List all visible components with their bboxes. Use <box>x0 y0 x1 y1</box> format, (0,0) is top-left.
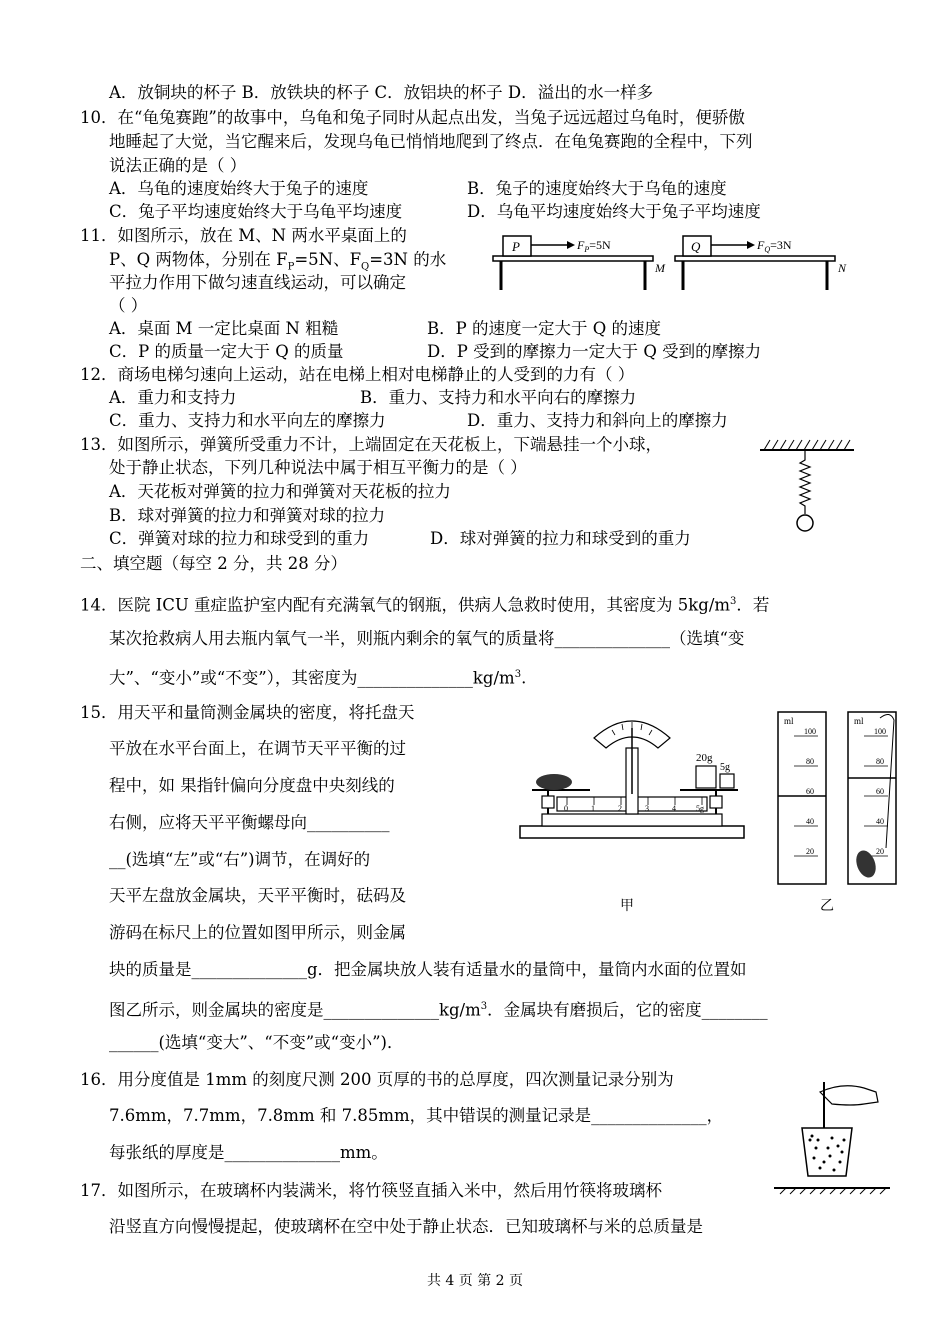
svg-text:20: 20 <box>806 847 814 856</box>
q10-option-d: D．乌龟平均速度始终大于兔子平均速度 <box>467 202 761 221</box>
q12-option-a: A．重力和支持力 <box>109 388 237 407</box>
svg-text:3: 3 <box>645 804 649 813</box>
spring <box>800 450 810 514</box>
force-q-label: $F_Q=3N$ <box>757 238 792 254</box>
q17-line1: 17．如图所示，在玻璃杯内装满米，将竹筷竖直插入米中，然后用竹筷将玻璃杯 <box>80 1181 662 1200</box>
svg-text:100: 100 <box>804 727 816 736</box>
q10-stem-line3: 说法正确的是（ ） <box>109 156 247 175</box>
q17-rice-cup-figure <box>772 1078 892 1196</box>
q9-options: A．放铜块的杯子 B．放铁块的杯子 C．放铝块的杯子 D．溢出的水一样多 <box>109 83 654 102</box>
q11-option-a: A．桌面 M 一定比桌面 N 粗糙 <box>109 319 339 338</box>
q11-option-d: D．P 受到的摩擦力一定大于 Q 受到的摩擦力 <box>427 342 762 361</box>
section-2-title: 二、填空题（每空 2 分，共 28 分） <box>80 554 347 573</box>
label-jia: 甲 <box>620 899 634 913</box>
q13-stem-line2: 处于静止状态，下列几种说法中属于相互平衡力的是（ ） <box>109 458 527 477</box>
metal-block <box>536 774 572 790</box>
glass-cup <box>802 1128 852 1176</box>
q12-option-c: C．重力、支持力和水平向左的摩擦力 <box>109 411 386 430</box>
q14-line2: 某次抢救病人用去瓶内氧气一半，则瓶内剩余的氧气的质量将______________（选填“变 <box>109 629 745 648</box>
q11-option-c: C．P 的质量一定大于 Q 的质量 <box>109 342 344 361</box>
force-p-label: $F_P=5N$ <box>577 238 611 254</box>
svg-text:80: 80 <box>806 757 814 766</box>
weight-20g-label: 20g <box>696 752 713 764</box>
q10-option-a: A．乌龟的速度始终大于兔子的速度 <box>109 179 369 198</box>
weight-5g-label: 5g <box>720 762 730 773</box>
q13-option-b: B．球对弹簧的拉力和弹簧对球的拉力 <box>109 506 386 525</box>
q15-balance-figure <box>512 708 752 913</box>
ceiling-hatch <box>764 440 850 450</box>
q15-line4: 右侧，应将天平平衡螺母向__________ <box>109 813 390 832</box>
svg-text:20: 20 <box>876 847 884 856</box>
q16-line1: 16．用分度值是 1mm 的刻度尺测 200 页厚的书的总厚度，四次测量记录分别为 <box>80 1070 674 1089</box>
ball <box>797 515 813 531</box>
weight-5g <box>720 774 734 788</box>
q10-stem-line2: 地睡起了大觉，当它醒来后，发现乌龟已悄悄地爬到了终点．在龟兔赛跑的全程中，下列 <box>109 132 753 151</box>
q12-option-b: B．重力、支持力和水平向右的摩擦力 <box>360 388 637 407</box>
label-yi: 乙 <box>820 899 834 913</box>
q12-option-d: D．重力、支持力和斜向上的摩擦力 <box>467 411 728 430</box>
svg-text:100: 100 <box>874 727 886 736</box>
cylinder-left-unit: ml <box>784 716 794 726</box>
svg-text:4: 4 <box>672 804 676 813</box>
q15-line1: 15．用天平和量筒测金属块的密度，将托盘天 <box>80 703 415 722</box>
q17-line2: 沿竖直方向慢慢提起，使玻璃杯在空中处于静止状态．已知玻璃杯与米的总质量是 <box>109 1217 703 1236</box>
q10-option-c: C．兔子平均速度始终大于乌龟平均速度 <box>109 202 403 221</box>
svg-text:2: 2 <box>618 804 622 813</box>
svg-text:1: 1 <box>591 804 595 813</box>
block-q-label: Q <box>691 239 701 254</box>
q11-stem-line1: 11．如图所示，放在 M、N 两水平桌面上的 <box>80 226 407 245</box>
q15-line10: ______(选填“变大”、“不变”或“变小”)． <box>109 1033 404 1052</box>
q15-line7: 游码在标尺上的位置如图甲所示，则金属 <box>109 923 406 942</box>
right-balance-nut <box>710 796 722 808</box>
q15-line9: 图乙所示，则金属块的密度是$\_\_\_\_\_\_\_\_\_\_\_\_\_\_kg/m^3$．金属块有磨损后，它的密度________ <box>109 1000 768 1020</box>
table-n-label: N <box>838 261 847 275</box>
weight-20g <box>696 766 716 788</box>
q10-option-b: B．兔子的速度始终大于乌龟的速度 <box>467 179 727 198</box>
q13-option-d: D．球对弹簧的拉力和球受到的重力 <box>430 529 691 548</box>
q15-line6: 天平左盘放金属块，天平平衡时，砝码及 <box>109 886 406 905</box>
cylinder-left <box>778 712 826 884</box>
q15-line5: __(选填“左”或“右”)调节，在调好的 <box>109 850 371 869</box>
q13-stem-line1: 13．如图所示，弹簧所受重力不计，上端固定在天花板上，下端悬挂一个小球， <box>80 435 662 454</box>
q13-spring-figure <box>758 438 858 538</box>
balance-beam-frame <box>542 814 722 826</box>
q15-line2: 平放在水平台面上，在调节天平平衡的过 <box>109 739 406 758</box>
q11-stem-line4: （ ） <box>109 296 148 315</box>
q15-line8: 块的质量是______________g．把金属块放人装有适量水的量筒中，量筒内水面的位置如 <box>109 960 747 979</box>
cylinder-right-unit: ml <box>854 716 864 726</box>
q14-line1: 14．医院 ICU 重症监护室内配有充满氧气的钢瓶，供病人急救时使用，其密度为 $5kg/m^3$．若 <box>80 595 770 615</box>
table-m-label: M <box>655 261 665 275</box>
q16-line3: 每张纸的厚度是______________mm。 <box>109 1143 388 1162</box>
balance-base <box>520 826 744 838</box>
svg-text:0: 0 <box>564 804 568 813</box>
q13-option-c: C．弹簧对球的拉力和球受到的重力 <box>109 529 370 548</box>
q11-tables-figure <box>483 228 858 298</box>
q11-option-b: B．P 的速度一定大于 Q 的速度 <box>427 319 661 338</box>
block-p-label: P <box>512 239 520 254</box>
svg-text:5g: 5g <box>696 804 704 813</box>
q13-option-a: A．天花板对弹簧的拉力和弹簧对天花板的拉力 <box>109 482 451 501</box>
svg-text:40: 40 <box>806 817 814 826</box>
q14-line3: 大”、“变小”或“不变”），其密度为$\_\_\_\_\_\_\_\_\_\_\_\_\_\_kg/m^3$. <box>109 668 527 688</box>
svg-text:60: 60 <box>806 787 814 796</box>
svg-text:80: 80 <box>876 757 884 766</box>
left-balance-nut <box>542 796 554 808</box>
svg-text:60: 60 <box>876 787 884 796</box>
q10-stem-line1: 10．在“龟兔赛跑”的故事中，乌龟和兔子同时从起点出发，当兔子远远超过乌龟时，便骄傲 <box>80 108 745 127</box>
page-footer: 共 4 页 第 2 页 <box>426 1273 524 1289</box>
q12-stem: 12．商场电梯匀速向上运动，站在电梯上相对电梯静止的人受到的力有（ ） <box>80 365 635 384</box>
svg-text:40: 40 <box>876 817 884 826</box>
q11-stem-line3: 平拉力作用下做匀速直线运动，可以确定 <box>109 273 406 292</box>
q11-stem-line2: P、Q 两物体，分别在 $F_P=5N$、$F_Q=3N$ 的水 <box>109 250 447 273</box>
q15-line3: 程中，如 果指针偏向分度盘中央刻线的 <box>109 776 395 795</box>
q16-line2: 7.6mm，7.7mm，7.8mm 和 7.85mm，其中错误的测量记录是______________， <box>109 1106 724 1125</box>
hand <box>820 1086 878 1105</box>
q15-cylinders-figure <box>768 708 918 913</box>
